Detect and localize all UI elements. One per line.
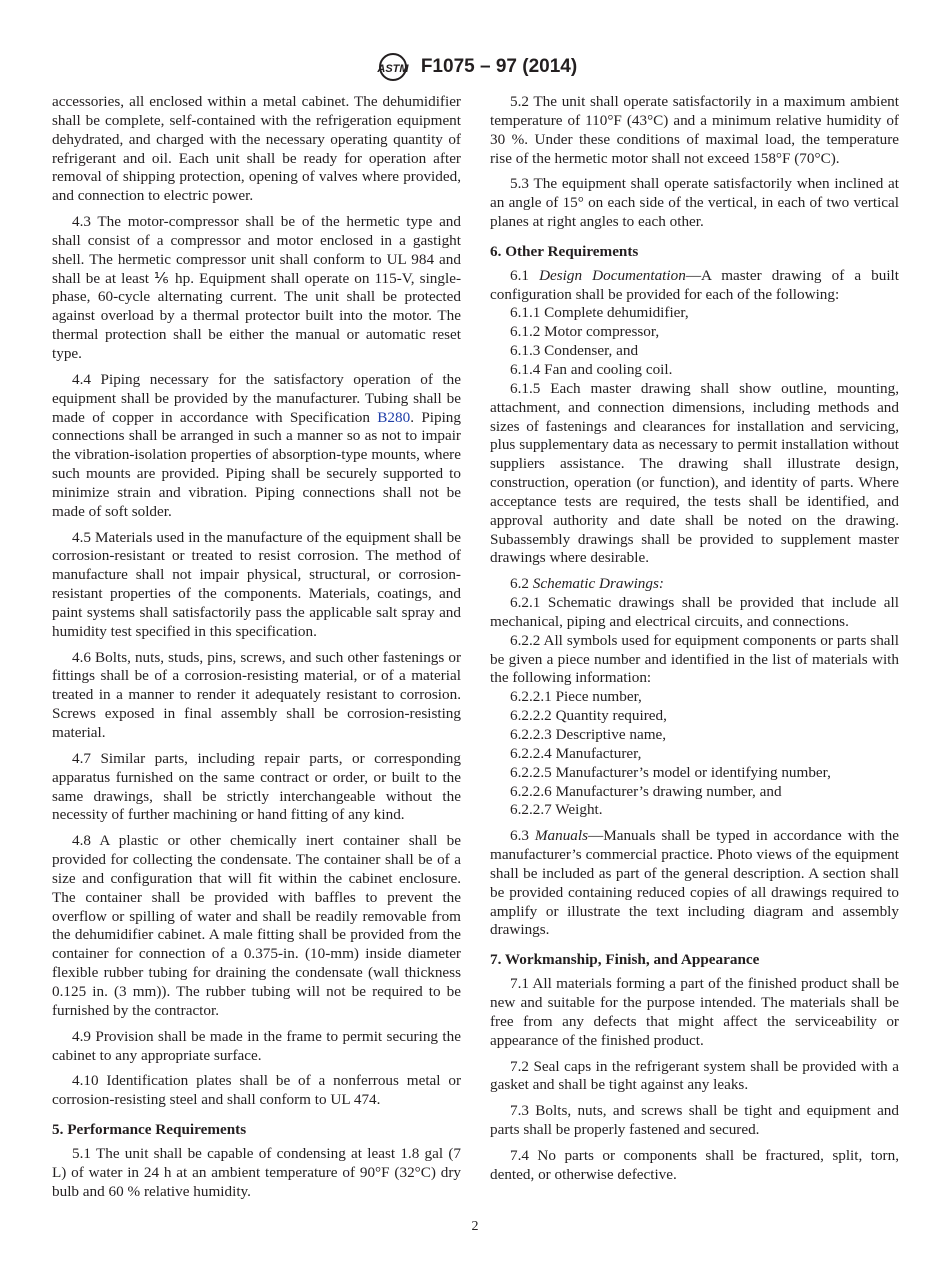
page-header bbox=[0, 52, 950, 84]
paragraph-text: 4.4 Piping necessary for the satisfactory operation of the equipment shall be provided by the manufacturer. Tubing shall be made of copper in accordance with Specification bbox=[52, 370, 461, 426]
paragraph-text: 6.2.2.7 Weight. bbox=[510, 801, 603, 819]
paragraph bbox=[52, 529, 461, 642]
paragraph bbox=[490, 1102, 899, 1140]
paragraph-text: —A master drawing of a built configuration shall be provided for each of the following: bbox=[490, 266, 899, 303]
paragraph-text: 6.3 bbox=[510, 827, 535, 845]
paragraph bbox=[490, 575, 899, 594]
paragraph-text: 7.4 No parts or components shall be fractured, split, torn, dented, or otherwise defective. bbox=[490, 1146, 899, 1183]
paragraph-text: 4.8 A plastic or other chemically inert container shall be provided for collecting the condensate. The container shall be of a size and configuration that will fit within the cabinet enclosure. The container shall be provided with baffles to prevent the overflow or spilling of water and shall be readily removable from the dehumidifier cabinet. A male fitting shall be provided from the container for connection of a 0.375-in. (10-mm) inside diameter flexible rubber tubing for draining the condensate (wall thickness 0.125 in. (3 mm)). The rubber tubing will not be required to be furnished by the contractor. bbox=[52, 832, 461, 1019]
paragraph bbox=[52, 832, 461, 1020]
paragraph-text: 4.6 Bolts, nuts, studs, pins, screws, and such other fastenings or fittings shall be of a corrosion-resisting material, or of a material treated in a manner to render it adequately resistant to corrosion. Screws exposed in final assembly shall be corrosion-resisting material. bbox=[52, 648, 461, 741]
paragraph-text: 6.1 bbox=[510, 266, 540, 284]
paragraph-text: 7.1 All materials forming a part of the finished product shall be new and suitable for the purpose intended. The materials shall be free from any defects that might affect the serviceability or appearance of the finished product. bbox=[490, 975, 899, 1049]
paragraph-text: 4.7 Similar parts, including repair parts, or corresponding apparatus furnished on the same contract or order, or built to the same drawings, shall be strictly interchangeable without the necessity of further machining or hand fitting of any kind. bbox=[52, 749, 461, 824]
left-column bbox=[52, 93, 461, 1208]
paragraph-title: Schematic Drawings: bbox=[532, 575, 664, 593]
paragraph bbox=[490, 175, 899, 232]
paragraph bbox=[52, 93, 461, 206]
paragraph-text: 6. Other Requirements bbox=[490, 242, 639, 260]
paragraph-text: 6.2.2.5 Manufacturer’s model or identifying number, bbox=[510, 763, 831, 781]
paragraph-text: 6.2.2 All symbols used for equipment components or parts shall be given a piece number and identified in the list of materials with the following information: bbox=[490, 631, 899, 687]
paragraph-text: 4.3 The motor-compressor shall be of the hermetic type and shall consist of a compressor and motor enclosed in a gastight shell. The hermetic compressor unit shall conform to UL 984 and shall be at least ⅙ hp. Equipment shall operate on 115-V, single-phase, 60-cycle alternating current. The unit shall be protected against overload by a thermal protector built into the motor. The thermal protection shall be either the manual or automatic reset type. bbox=[52, 213, 461, 362]
reference-link[interactable]: B280 bbox=[377, 408, 411, 426]
paragraph-text: 7.3 Bolts, nuts, and screws shall be tight and equipment and parts shall be properly fastened and secured. bbox=[490, 1102, 899, 1139]
paragraph-title: Manuals bbox=[534, 827, 589, 845]
paragraph bbox=[490, 801, 899, 820]
paragraph-text: 6.2.1 Schematic drawings shall be provided that include all mechanical, piping and electrical circuits, and connections. bbox=[490, 594, 899, 630]
paragraph-text: 4.9 Provision shall be made in the frame to permit securing the cabinet to any appropriate surface. bbox=[52, 1027, 461, 1064]
paragraph-text: 6.2.2.4 Manufacturer, bbox=[510, 744, 642, 762]
section-heading bbox=[52, 1121, 461, 1140]
paragraph bbox=[490, 726, 899, 745]
paragraph bbox=[490, 975, 899, 1050]
paragraph-text: 6.2.2.1 Piece number, bbox=[510, 688, 642, 706]
paragraph-text: accessories, all enclosed within a metal cabinet. The dehumidifier shall be complete, self-contained with the refrigeration equipment dehydrated, and charged with the necessary operating quantity of refrigerant and oil. Each unit shall be ready for operation after removal of shipping protection, opening of valves where provided, and connection to electric power. bbox=[52, 93, 461, 205]
paragraph-text: 6.2.2.2 Quantity required, bbox=[510, 707, 667, 725]
paragraph bbox=[490, 1147, 899, 1185]
paragraph bbox=[490, 361, 899, 380]
paragraph bbox=[52, 649, 461, 743]
paragraph-text: —Manuals shall be typed in accordance with the manufacturer’s commercial practice. Photo views of the equipment shall be included as part of the general description. A section shall be provided containing reduced copies of all drawings required to amplify or illustrate the text including diagram and assembly drawings. bbox=[490, 827, 900, 939]
paragraph-text: 5.1 The unit shall be capable of condensing at least 1.8 gal (7 L) of water in 24 h at an ambient temperature of 90°F (32°C) dry bulb and 60 % relative humidity. bbox=[52, 1144, 461, 1200]
paragraph bbox=[490, 783, 899, 802]
page-number: 2 bbox=[471, 1219, 479, 1234]
paragraph bbox=[490, 594, 899, 632]
paragraph bbox=[52, 1028, 461, 1066]
paragraph-text: 5.2 The unit shall operate satisfactorily in a maximum ambient temperature of 110°F (43°C) and a minimum relative humidity of 30 %. Under these conditions of maximal load, the temperature rise of the hermetic motor shall not exceed 158°F (70°C). bbox=[490, 93, 899, 167]
svg-text:ASTM: ASTM bbox=[377, 63, 409, 75]
paragraph-text: 6.1.3 Condenser, and bbox=[510, 342, 639, 360]
paragraph-text: 6.2 bbox=[510, 575, 533, 593]
document-designation: F1075 – 97 (2014) bbox=[420, 56, 578, 77]
paragraph bbox=[490, 267, 899, 305]
paragraph bbox=[490, 632, 899, 689]
paragraph bbox=[490, 342, 899, 361]
paragraph bbox=[490, 93, 899, 168]
paragraph-text: . Piping connections shall be arranged in such a manner so as not to impair the vibration-isolation properties of absorption-type mounts, where such mounts are provided. Piping shall be securely supported to minimize strain and vibration. Piping connections shall not be made of soft solder. bbox=[52, 408, 461, 520]
section-heading bbox=[490, 951, 899, 970]
paragraph-text: 7. Workmanship, Finish, and Appearance bbox=[490, 951, 760, 969]
paragraph bbox=[490, 1058, 899, 1096]
paragraph-text: 6.1.5 Each master drawing shall show outline, mounting, attachment, and connection dimensions, including methods and sizes of fastenings and clearances for installation and servicing, plus supplementary data as necessary to permit installation without suppliers assistance. The drawing shall illustrate design, construction, operation (or function), and identity of parts. Where acceptance tests are required, the tests shall be identified, and approval authority and date shall be noted on the drawing. Subassembly drawings shall be provided to supplement master drawings where desirable. bbox=[490, 379, 899, 567]
paragraph bbox=[490, 380, 899, 568]
paragraph-text: 7.2 Seal caps in the refrigerant system shall be provided with a gasket and shall be tight against any leaks. bbox=[490, 1057, 899, 1094]
paragraph bbox=[52, 371, 461, 522]
paragraph-text: 5.3 The equipment shall operate satisfactorily when inclined at an angle of 15° on each side of the vertical, in each of two vertical planes at right angles to each other. bbox=[490, 175, 899, 231]
paragraph bbox=[52, 1145, 461, 1202]
paragraph bbox=[490, 764, 899, 783]
paragraph bbox=[52, 750, 461, 825]
paragraph bbox=[490, 304, 899, 323]
paragraph bbox=[490, 688, 899, 707]
paragraph bbox=[490, 745, 899, 764]
paragraph-text: 6.1.4 Fan and cooling coil. bbox=[510, 360, 673, 378]
paragraph-text: 6.2.2.6 Manufacturer’s drawing number, and bbox=[510, 782, 782, 800]
paragraph bbox=[52, 1072, 461, 1110]
paragraph-text: 6.1.1 Complete dehumidifier, bbox=[510, 304, 689, 322]
paragraph-text: 4.5 Materials used in the manufacture of the equipment shall be corrosion-resistant or treated to resist corrosion. The method of manufacture shall not impair physical, structural, or corrosion-resistant properties of the components. Materials, coatings, and paint systems shall satisfactorily pass the applicable salt spray and humidity test specified in this specification. bbox=[52, 528, 461, 640]
paragraph bbox=[490, 707, 899, 726]
paragraph-text: 6.1.2 Motor compressor, bbox=[510, 323, 660, 341]
right-column bbox=[490, 93, 899, 1192]
paragraph bbox=[490, 827, 899, 940]
paragraph-title: Design Documentation bbox=[539, 266, 686, 284]
paragraph-text: 4.10 Identification plates shall be of a nonferrous metal or corrosion-resisting steel and shall conform to UL 474. bbox=[52, 1072, 461, 1109]
paragraph-text: 6.2.2.3 Descriptive name, bbox=[510, 726, 667, 743]
astm-logo-icon bbox=[373, 52, 413, 82]
paragraph bbox=[490, 323, 899, 342]
section-heading bbox=[490, 243, 899, 262]
paragraph-text: 5. Performance Requirements bbox=[52, 1121, 247, 1139]
paragraph bbox=[52, 213, 461, 364]
